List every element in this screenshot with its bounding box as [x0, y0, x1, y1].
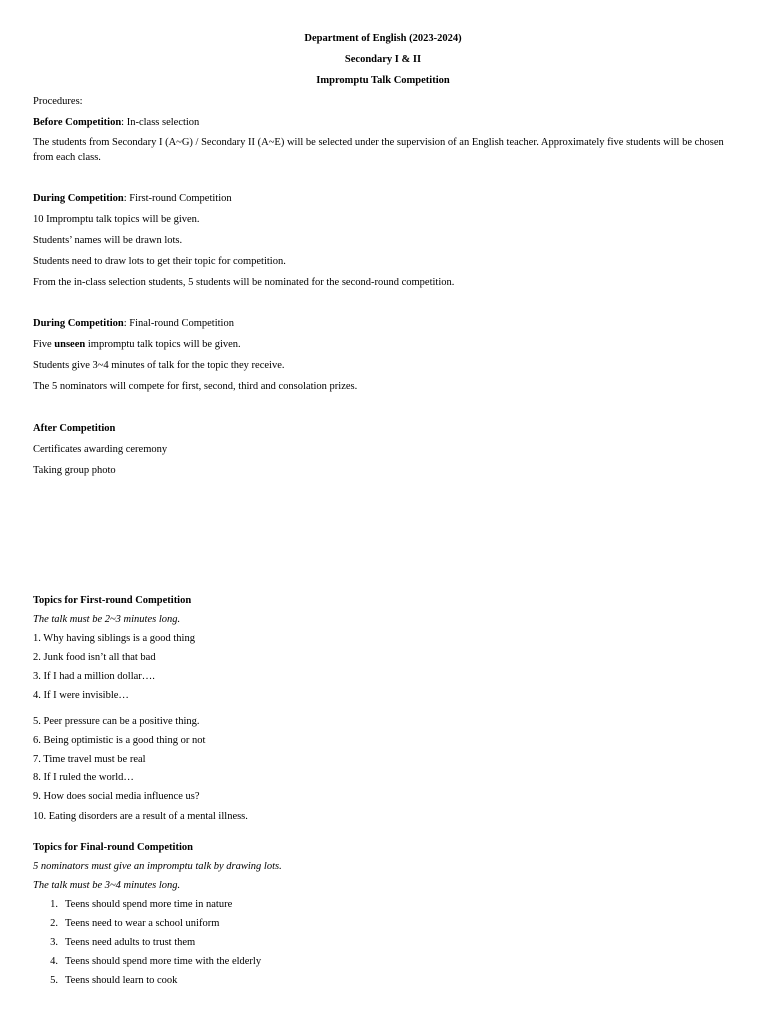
topic-item: 6. Being optimistic is a good thing or not: [33, 735, 206, 746]
first-round-item: 10 Impromptu talk topics will be given.: [33, 214, 200, 225]
final-round-heading: [33, 317, 234, 330]
section-heading: During Competition: [33, 318, 124, 329]
section-heading: During Competition: [33, 193, 124, 204]
list-number: 1.: [50, 899, 58, 910]
list-number: 4.: [50, 956, 58, 967]
section-subtitle: : In-class selection: [121, 117, 200, 128]
section-heading: Before Competition: [33, 117, 122, 128]
section-heading: Topics for Final-round Competition: [33, 842, 193, 853]
note-text: The talk must be 2~3 minutes long.: [33, 614, 181, 625]
first-round-item: From the in-class selection students, 5 students will be nominated for the second-round competition.: [33, 277, 455, 288]
final-topic-item: [33, 898, 232, 911]
before-competition-heading: [33, 116, 199, 129]
department-heading: Department of English (2023-2024): [304, 33, 462, 44]
document-title: Impromptu Talk Competition: [316, 75, 450, 86]
list-number: 5.: [50, 975, 58, 986]
final-topic-item: [33, 917, 219, 930]
document-page: [33, 0, 733, 1024]
text-segment: Five: [33, 339, 55, 350]
topic-item: 1. Why having siblings is a good thing: [33, 633, 195, 644]
section-heading: Topics for First-round Competition: [33, 595, 192, 606]
first-round-topics-heading: [33, 594, 191, 607]
procedures-label: Procedures:: [33, 96, 83, 107]
topic-item: 8. If I ruled the world…: [33, 772, 134, 783]
first-round-item: Students’ names will be drawn lots.: [33, 235, 183, 246]
section-heading: After Competition: [33, 423, 116, 434]
after-item: Certificates awarding ceremony: [33, 444, 168, 455]
section-subtitle: : First-round Competition: [123, 193, 232, 204]
after-competition-heading: [33, 422, 115, 435]
first-round-item: Students need to draw lots to get their topic for competition.: [33, 256, 286, 267]
first-round-heading: [33, 192, 232, 205]
emphasis-unseen: unseen: [54, 339, 86, 350]
list-number: 3.: [50, 937, 58, 948]
final-round-topics-note-2: [33, 879, 180, 892]
list-text: Teens need adults to trust them: [65, 937, 196, 948]
topic-item: 5. Peer pressure can be a positive thing.: [33, 716, 200, 727]
final-topic-item: [33, 955, 261, 968]
list-text: Teens need to wear a school uniform: [65, 918, 220, 929]
topic-item: 4. If I were invisible…: [33, 690, 129, 701]
final-topic-item: [33, 974, 177, 987]
topic-item: 3. If I had a million dollar….: [33, 671, 155, 682]
final-round-item: The 5 nominators will compete for first, second, third and consolation prizes.: [33, 381, 358, 392]
after-item: Taking group photo: [33, 465, 116, 476]
list-text: Teens should learn to cook: [65, 975, 178, 986]
note-text: The talk must be 3~4 minutes long.: [33, 880, 181, 891]
final-round-topics-heading: [33, 841, 193, 854]
final-round-item: [33, 338, 241, 351]
section-subtitle: : Final-round Competition: [123, 318, 234, 329]
final-topic-item: [33, 936, 195, 949]
text-segment: impromptu talk topics will be given.: [85, 339, 241, 350]
topic-item: 2. Junk food isn’t all that bad: [33, 652, 156, 663]
topic-item: 10. Eating disorders are a result of a mental illness.: [33, 811, 248, 822]
list-text: Teens should spend more time with the elderly: [65, 956, 262, 967]
level-heading: Secondary I & II: [344, 54, 422, 65]
list-number: 2.: [50, 918, 58, 929]
note-text: 5 nominators must give an impromptu talk by drawing lots.: [33, 861, 282, 872]
before-competition-text: The students from Secondary I (A~G) / Secondary II (A~E) will be selected under the supervision of an English teacher. Approximately five students will be chosen from each class.: [33, 137, 724, 163]
final-round-item: Students give 3~4 minutes of talk for the topic they receive.: [33, 360, 285, 371]
list-text: Teens should spend more time in nature: [65, 899, 233, 910]
topic-item: 9. How does social media influence us?: [33, 791, 200, 802]
first-round-topics-note: [33, 613, 180, 626]
topic-item: 7. Time travel must be real: [33, 754, 146, 765]
final-round-topics-note-1: [33, 860, 282, 873]
